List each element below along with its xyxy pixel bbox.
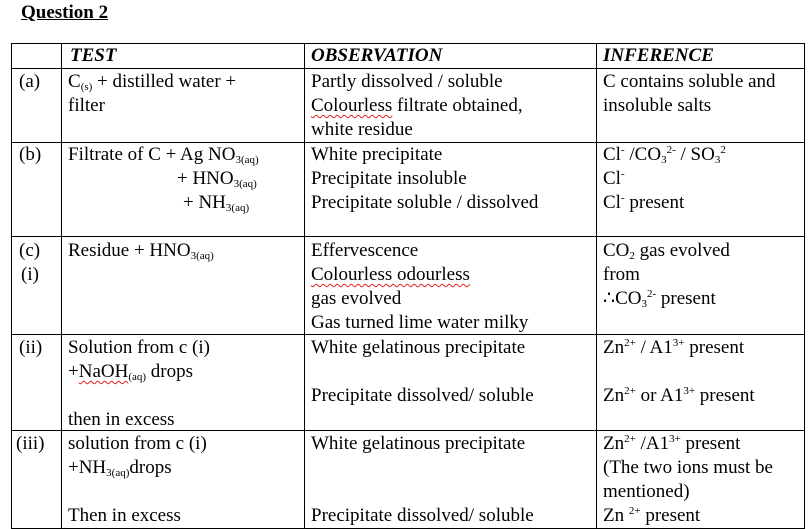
inf-b-line3: Cl- present [603, 192, 685, 213]
row-divider [11, 236, 805, 237]
column-divider [596, 43, 597, 529]
header-inference: INFERENCE [603, 45, 714, 66]
obs-a-line3: white residue [311, 119, 413, 140]
test-b-line1: Filtrate of C + Ag $NO_{3(aq)}$ [68, 144, 259, 166]
inf-a-line1: C contains soluble and [603, 71, 776, 92]
test-a-line1: $C_{(s)}$ + distilled water + [68, 71, 237, 93]
question-title: Question 2 [21, 2, 109, 23]
row-label-b: (b) [19, 144, 42, 165]
obs-c-line4: Gas turned lime water milky [311, 312, 529, 333]
spellcheck-squiggle: Colourless [311, 95, 393, 116]
inf-c-line1: $CO_2$ gas evolved [603, 240, 730, 262]
inf-c-line2: from [603, 264, 640, 285]
inf-iii-line2: (The two ions must be [603, 457, 773, 478]
inf-iii-line3: mentioned) [603, 481, 690, 502]
row-sublabel-c-i: (i) [21, 264, 39, 285]
spellcheck-squiggle: NaOH [78, 361, 129, 382]
test-iii-line3: Then in excess [68, 505, 181, 526]
test-iii-line2: $+NH_{3(aq)}drops$ [68, 457, 172, 479]
inf-b-line2: Cl- [603, 168, 625, 189]
column-divider [11, 43, 12, 529]
obs-iii-line2: Precipitate dissolved/ soluble [311, 505, 534, 526]
obs-b-line2: Precipitate insoluble [311, 168, 467, 189]
inf-ii-line2: $Zn^{2+}$ or $A1^{3+}$ present [603, 385, 755, 406]
column-divider [804, 43, 805, 529]
row-label-iii: (iii) [16, 433, 45, 454]
inf-c-line3: $\therefore CO_3^{2-}$ present [603, 288, 716, 310]
test-ii-line1: Solution from c (i) [68, 337, 210, 358]
row-label-c: (c) [19, 240, 41, 261]
obs-iii-line1: White gelatinous precipitate [311, 433, 526, 454]
obs-c-line1: Effervescence [311, 240, 419, 261]
row-label-a: (a) [19, 71, 41, 92]
header-observation: OBSERVATION [311, 45, 443, 66]
test-ii-line2: +NaOH$_{(aq)}$ drops [68, 361, 194, 383]
obs-b-line3: Precipitate soluble / dissolved [311, 192, 539, 213]
obs-ii-line1: White gelatinous precipitate [311, 337, 526, 358]
row-label-ii: (ii) [19, 337, 43, 358]
header-divider [11, 68, 805, 69]
obs-c-line3: gas evolved [311, 288, 402, 309]
obs-ii-line2: Precipitate dissolved/ soluble [311, 385, 534, 406]
inf-b-line1: Cl- $/CO_3^{2-} / SO_3^2$ [603, 144, 726, 166]
column-divider [61, 43, 62, 529]
test-iii-line1: solution from c (i) [68, 433, 207, 454]
test-b-line3: + $NH_{3(aq)}$ [183, 192, 250, 214]
obs-a-line2: Colourless filtrate obtained, [311, 95, 523, 116]
inf-iii-line4: Zn $^{2+}$ present [603, 505, 701, 526]
test-b-line2: + $HNO_{3(aq)}$ [177, 168, 257, 190]
obs-c-line2 [311, 263, 470, 287]
inf-ii-line1: $Zn^{2+} / A1^{3+}$ present [603, 337, 745, 358]
test-c-line1: Residue + $HNO_{3(aq)}$ [68, 240, 214, 262]
column-divider [304, 43, 305, 529]
inf-a-line2: insoluble salts [603, 95, 712, 116]
obs-b-line1: White precipitate [311, 144, 443, 165]
spellcheck-squiggle: Colourless odourless [311, 264, 470, 285]
inf-iii-line1: $Zn^{2+}$ $/A1^{3+}$ present [603, 433, 741, 454]
header-test: TEST [70, 45, 117, 66]
test-a-line2: filter [68, 95, 105, 116]
obs-a-line1: Partly dissolved / soluble [311, 71, 503, 92]
test-ii-line3: then in excess [68, 409, 175, 430]
